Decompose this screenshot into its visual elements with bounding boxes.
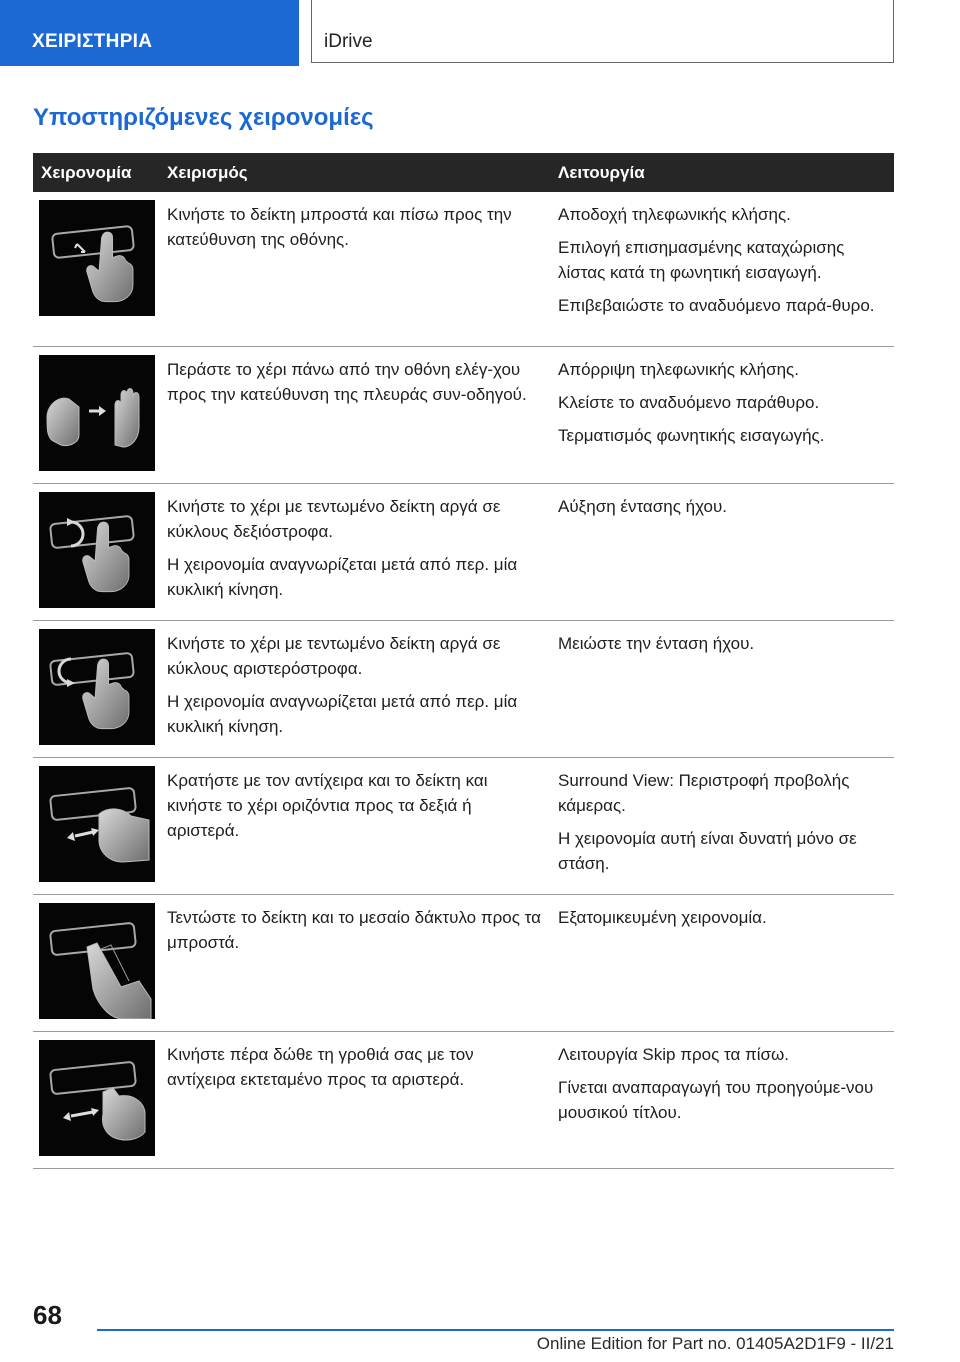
function-text: Η χειρονομία αυτή είναι δυνατή μόνο σε στάση. [558,829,857,873]
gesture-swipe-hand-icon [39,355,155,471]
operation-text: Η χειρονομία αναγνωρίζεται μετά από περ. μία κυκλική κίνηση. [167,555,518,599]
operation-cell [167,905,541,963]
gesture-fist-thumb-icon [39,1040,155,1156]
function-cell [558,202,894,326]
chapter-title: iDrive [324,31,373,52]
page-header [0,0,960,66]
function-text: Λειτουργία Skip προς τα πίσω. [558,1045,790,1064]
footer-edition: Online Edition for Part no. 01405A2D1F9 - II/21 [536,1334,894,1353]
table-row [33,621,894,758]
operation-cell [167,631,541,747]
operation-text: Κρατήστε με τον αντίχειρα και το δείκτη και κινήστε το χέρι οριζόντια προς τα δεξιά ή αριστερά. [167,771,488,840]
function-text: Εξατομικευμένη χειρονομία. [558,908,767,927]
column-header-gesture: Χειρονομία [41,163,132,182]
function-text: Surround View: Περιστροφή προβολής κάμερας. [558,771,850,815]
operation-text: Κινήστε το χέρι με τεντωμένο δείκτη αργά σε κύκλους δεξιόστροφα. [167,497,501,541]
operation-text: Κινήστε το χέρι με τεντωμένο δείκτη αργά σε κύκλους αριστερόστροφα. [167,634,501,678]
table-row [33,192,894,347]
operation-cell [167,1042,541,1100]
function-cell [558,1042,894,1133]
operation-cell [167,494,541,610]
function-text: Μειώστε την ένταση ήχου. [558,634,755,653]
section-title: ΧΕΙΡΙΣΤΗΡΙΑ [32,31,153,52]
operation-text: Κινήστε πέρα δώθε τη γροθιά σας με τον αντίχειρα εκτεταμένο προς τα αριστερά. [167,1045,474,1089]
table-row [33,484,894,621]
function-cell [558,905,894,938]
operation-cell [167,768,541,851]
function-cell [558,494,894,527]
function-text: Επιλογή επισημασμένης καταχώρισης λίστας κατά τη φωνητική εισαγωγή. [558,238,845,282]
function-text: Αποδοχή τηλεφωνικής κλήσης. [558,205,791,224]
function-text: Τερματισμός φωνητικής εισαγωγής. [558,426,825,445]
operation-cell [167,357,541,415]
operation-text: Κινήστε το δείκτη μπροστά και πίσω προς την κατεύθυνση της οθόνης. [167,205,512,249]
chapter-box [311,0,894,63]
section-tab [0,0,299,66]
page-title: Υποστηριζόμενες χειρονομίες [33,104,374,131]
operation-text: Η χειρονομία αναγνωρίζεται μετά από περ. μία κυκλική κίνηση. [167,692,518,736]
gesture-point-forward-icon [39,200,155,316]
table-body [33,192,894,1169]
function-text: Κλείστε το αναδυόμενο παράθυρο. [558,393,820,412]
column-header-function: Λειτουργία [558,163,645,182]
table-row [33,347,894,484]
function-text: Απόρριψη τηλεφωνικής κλήσης. [558,360,799,379]
function-text: Αύξηση έντασης ήχου. [558,497,728,516]
function-text: Γίνεται αναπαραγωγή του προηγούμε-νου μουσικού τίτλου. [558,1078,874,1122]
column-header-operation: Χειρισμός [167,163,248,182]
operation-cell [167,202,541,260]
table-row [33,758,894,895]
gesture-circle-clockwise-icon [39,492,155,608]
table-row [33,1032,894,1169]
gesture-pinch-move-icon [39,766,155,882]
page-number: 68 [33,1300,62,1330]
function-cell [558,631,894,664]
gesture-two-fingers-icon [39,903,155,1019]
operation-text: Περάστε το χέρι πάνω από την οθόνη ελέγ-χου προς την κατεύθυνση της πλευράς συν-οδηγού. [167,360,527,404]
operation-text: Τεντώστε το δείκτη και το μεσαίο δάκτυλο προς τα μπροστά. [167,908,541,952]
function-cell [558,768,894,884]
table-header [33,153,894,192]
function-cell [558,357,894,456]
function-text: Επιβεβαιώστε το αναδυόμενο παρά-θυρο. [558,296,875,315]
table-row [33,895,894,1032]
footer-divider [97,1329,894,1331]
gestures-table [33,153,894,1169]
gesture-circle-counterclockwise-icon [39,629,155,745]
